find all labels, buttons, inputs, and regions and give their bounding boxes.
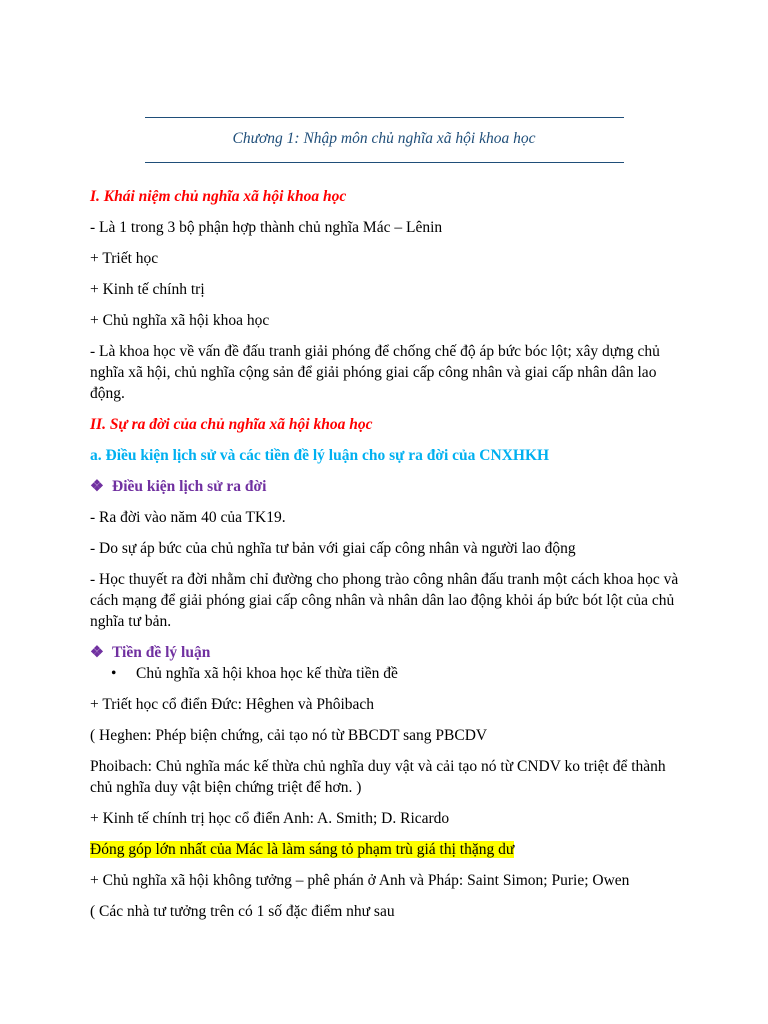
heading-section-1: I. Khái niệm chủ nghĩa xã hội khoa học bbox=[90, 188, 347, 205]
paragraph: - Là khoa học về vấn đề đấu tranh giải phóng để chống chế độ áp bức bóc lột; xây dựng chủ nghĩa xã hội, chủ nghĩa cộng sản để giải phóng giai cấp công nhân và giai cấp nhân dân lao động. bbox=[90, 343, 660, 402]
document-body bbox=[90, 186, 682, 932]
heading-section-2: II. Sự ra đời của chủ nghĩa xã hội khoa học bbox=[90, 416, 373, 433]
page-header-title: Chương 1: Nhập môn chủ nghĩa xã hội khoa học bbox=[232, 130, 536, 147]
paragraph: + Kinh tế chính trị bbox=[90, 281, 205, 298]
subsubheading-label: Điều kiện lịch sử ra đời bbox=[112, 478, 267, 495]
subheading-a: a. Điều kiện lịch sử và các tiền đề lý luận cho sự ra đời của CNXHKH bbox=[90, 447, 550, 464]
diamond-bullet-icon: ❖ bbox=[90, 644, 104, 661]
paragraph: ( Các nhà tư tưởng trên có 1 số đặc điểm như sau bbox=[90, 903, 395, 920]
paragraph: + Chủ nghĩa xã hội khoa học bbox=[90, 312, 270, 329]
dot-bullet-icon: • bbox=[111, 665, 117, 682]
diamond-bullet-icon: ❖ bbox=[90, 478, 104, 495]
paragraph: + Kinh tế chính trị học cổ điển Anh: A. Smith; D. Ricardo bbox=[90, 810, 450, 827]
paragraph: + Triết học cổ điển Đức: Hêghen và Phôibach bbox=[90, 696, 375, 713]
list-item-label: Chủ nghĩa xã hội khoa học kế thừa tiền đề bbox=[136, 665, 398, 682]
paragraph: - Là 1 trong 3 bộ phận hợp thành chủ nghĩa Mác – Lênin bbox=[90, 219, 443, 236]
header-top-rule bbox=[145, 117, 624, 118]
paragraph: ( Heghen: Phép biện chứng, cải tạo nó từ BBCDT sang PBCDV bbox=[90, 727, 488, 744]
paragraph: - Ra đời vào năm 40 của TK19. bbox=[90, 509, 286, 526]
subsubheading-historical-conditions bbox=[90, 476, 682, 497]
paragraph: Phoibach: Chủ nghĩa mác kế thừa chủ nghĩa duy vật và cải tạo nó từ CNDV ko triệt để thành chủ nghĩa duy vật biện chứng triệt để hơn. ) bbox=[90, 758, 666, 796]
subsubheading-theoretical-premises bbox=[90, 642, 682, 663]
subsubheading-label: Tiền đề lý luận bbox=[112, 644, 211, 661]
paragraph: + Triết học bbox=[90, 250, 159, 267]
highlighted-text: Đóng góp lớn nhất của Mác là làm sáng tỏ phạm trù giá thị thặng dư bbox=[90, 841, 515, 858]
highlighted-paragraph bbox=[90, 839, 682, 860]
paragraph: + Chủ nghĩa xã hội không tưởng – phê phán ở Anh và Pháp: Saint Simon; Purie; Owen bbox=[90, 872, 630, 889]
header-bottom-rule bbox=[145, 162, 624, 163]
paragraph: - Học thuyết ra đời nhằm chỉ đường cho phong trào công nhân đấu tranh một cách khoa học và cách mạng để giải phóng giai cấp công nhân và nhân dân lao động khỏi áp bức bót lột của chủ nghĩa tư bản. bbox=[90, 571, 679, 630]
paragraph: - Do sự áp bức của chủ nghĩa tư bản với giai cấp công nhân và người lao động bbox=[90, 540, 576, 557]
list-item bbox=[90, 663, 682, 684]
